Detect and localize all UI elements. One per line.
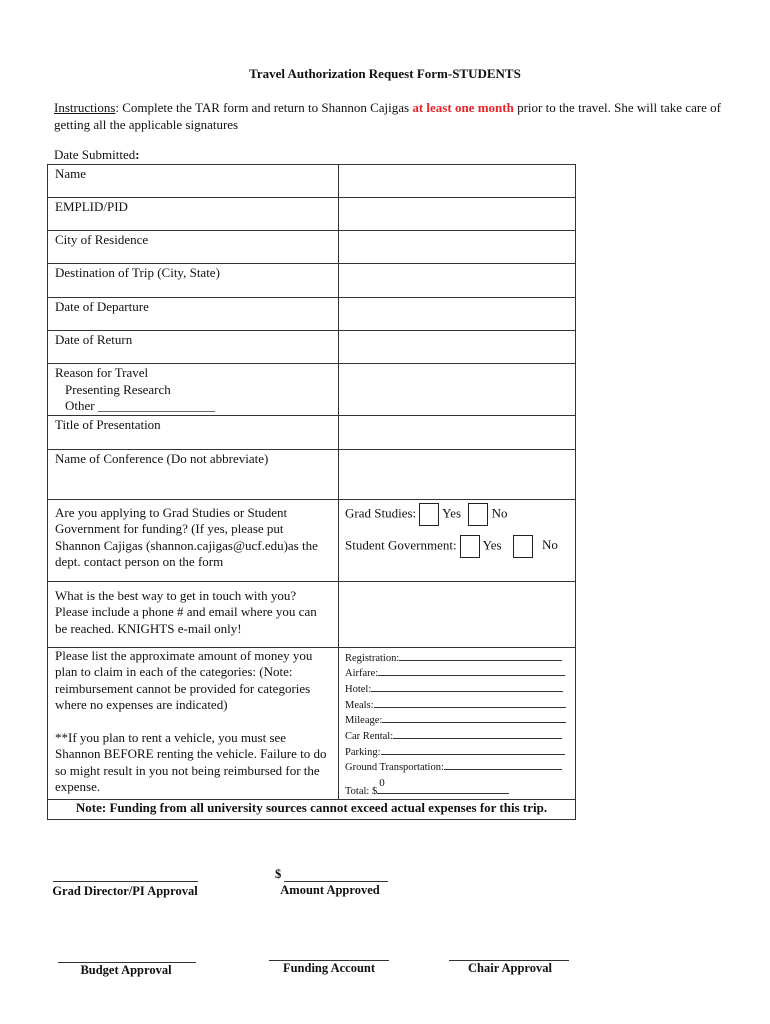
date-submitted-colon: : <box>135 147 140 162</box>
grad-studies-no-label: No <box>491 504 508 520</box>
grad-studies-yes-label: Yes <box>442 504 462 520</box>
instructions-label: Instructions <box>54 100 116 115</box>
funding-note: Note: Funding from all university sources cannot exceed actual expenses for this trip. <box>48 799 576 819</box>
ground-transportation-amount-line[interactable] <box>444 759 562 770</box>
student-government-label: Student Government: <box>345 536 457 552</box>
airfare-amount-line[interactable] <box>378 665 565 676</box>
form-title: Travel Authorization Request Form-STUDENTS <box>249 66 521 81</box>
return-field[interactable] <box>339 331 576 364</box>
instructions-text-before: : Complete the TAR form and return to Shannon Cajigas <box>115 100 413 115</box>
conference-field[interactable] <box>339 449 576 499</box>
car-rental-label: Car Rental: <box>345 731 394 743</box>
student-government-no-label: No <box>542 536 558 552</box>
student-government-yes-label: Yes <box>482 536 502 552</box>
reason-option-other: Other __________________ <box>65 398 215 413</box>
funding-account-label: Funding Account <box>282 961 376 975</box>
grad-studies-row <box>345 503 575 527</box>
student-government-yes-checkbox[interactable] <box>460 535 480 558</box>
name-field[interactable] <box>339 165 576 198</box>
instructions <box>54 99 724 133</box>
mileage-label: Mileage: <box>345 715 383 727</box>
departure-label: Date of Departure <box>48 298 339 331</box>
grad-director-signature-line[interactable] <box>53 881 198 882</box>
reason-field[interactable] <box>339 364 576 416</box>
reason-cell <box>48 364 339 416</box>
airfare-label: Airfare: <box>345 668 379 680</box>
presentation-label: Title of Presentation <box>48 415 339 449</box>
destination-field[interactable] <box>339 264 576 298</box>
name-label: Name <box>48 165 339 198</box>
grad-studies-no-checkbox[interactable] <box>468 503 488 526</box>
budget-approval-label: Budget Approval <box>80 963 172 977</box>
date-submitted-label: Date Submitted <box>54 147 136 162</box>
total-amount-line[interactable] <box>377 777 509 794</box>
hotel-label: Hotel: <box>345 683 372 695</box>
total-amount-value: 0 <box>379 777 385 790</box>
chair-approval-label: Chair Approval <box>468 961 552 975</box>
parking-amount-line[interactable] <box>381 744 565 755</box>
contact-question: What is the best way to get in touch with you? Please include a phone # and email where you can be reached. KNIGHTS e-mail only! <box>48 581 339 647</box>
emplid-label: EMPLID/PID <box>48 198 339 231</box>
student-government-no-checkbox[interactable] <box>513 535 533 558</box>
return-label: Date of Return <box>48 331 339 364</box>
emplid-field[interactable] <box>339 198 576 231</box>
car-rental-amount-line[interactable] <box>393 728 562 739</box>
amount-approved-line[interactable] <box>284 881 388 882</box>
mileage-amount-line[interactable] <box>382 712 566 723</box>
registration-label: Registration: <box>345 652 400 664</box>
expenses-question: Please list the approximate amount of money you plan to claim in each of the categories: (Note: reimbursement cannot be provided for categories where no expenses are indicated) <box>55 647 313 712</box>
expenses-cell <box>48 647 339 799</box>
vehicle-note: **If you plan to rent a vehicle, you must see Shannon BEFORE renting the vehicle. Failure to do so might result in you not being reimbursed for the expense. <box>55 729 327 794</box>
reason-option-research: Presenting Research <box>65 381 171 397</box>
amount-dollar-sign: $ <box>275 867 282 881</box>
grad-studies-yes-checkbox[interactable] <box>419 503 439 526</box>
hotel-amount-line[interactable] <box>371 681 563 692</box>
parking-label: Parking: <box>345 746 381 758</box>
meals-amount-line[interactable] <box>374 697 566 708</box>
grad-director-approval-label: Grad Director/PI Approval <box>52 884 198 898</box>
grad-studies-label: Grad Studies: <box>345 504 417 520</box>
funding-options <box>339 499 576 581</box>
date-submitted <box>54 147 140 163</box>
conference-label: Name of Conference (Do not abbreviate) <box>48 449 339 499</box>
ground-transportation-label: Ground Transportation: <box>345 762 444 774</box>
total-label: Total: $ <box>345 786 378 798</box>
instructions-deadline: at least one month <box>412 100 514 115</box>
destination-label: Destination of Trip (City, State) <box>48 264 339 298</box>
contact-field[interactable] <box>339 581 576 647</box>
presentation-field[interactable] <box>339 415 576 449</box>
amount-approved-label: Amount Approved <box>280 883 380 897</box>
expense-categories <box>339 647 576 799</box>
meals-label: Meals: <box>345 699 374 711</box>
registration-amount-line[interactable] <box>399 650 562 661</box>
funding-question: Are you applying to Grad Studies or Student Government for funding? (If yes, please put Shannon Cajigas (shannon.cajigas@ucf.edu)as the dept. contact person on the form <box>48 499 339 581</box>
request-form-table <box>47 164 576 820</box>
city-field[interactable] <box>339 231 576 264</box>
instructions-text-after: prior to the travel. She will take care of getting all the applicable signatures <box>54 100 722 132</box>
student-government-row <box>345 535 575 559</box>
reason-label: Reason for Travel <box>55 365 149 380</box>
departure-field[interactable] <box>339 298 576 331</box>
city-label: City of Residence <box>48 231 339 264</box>
